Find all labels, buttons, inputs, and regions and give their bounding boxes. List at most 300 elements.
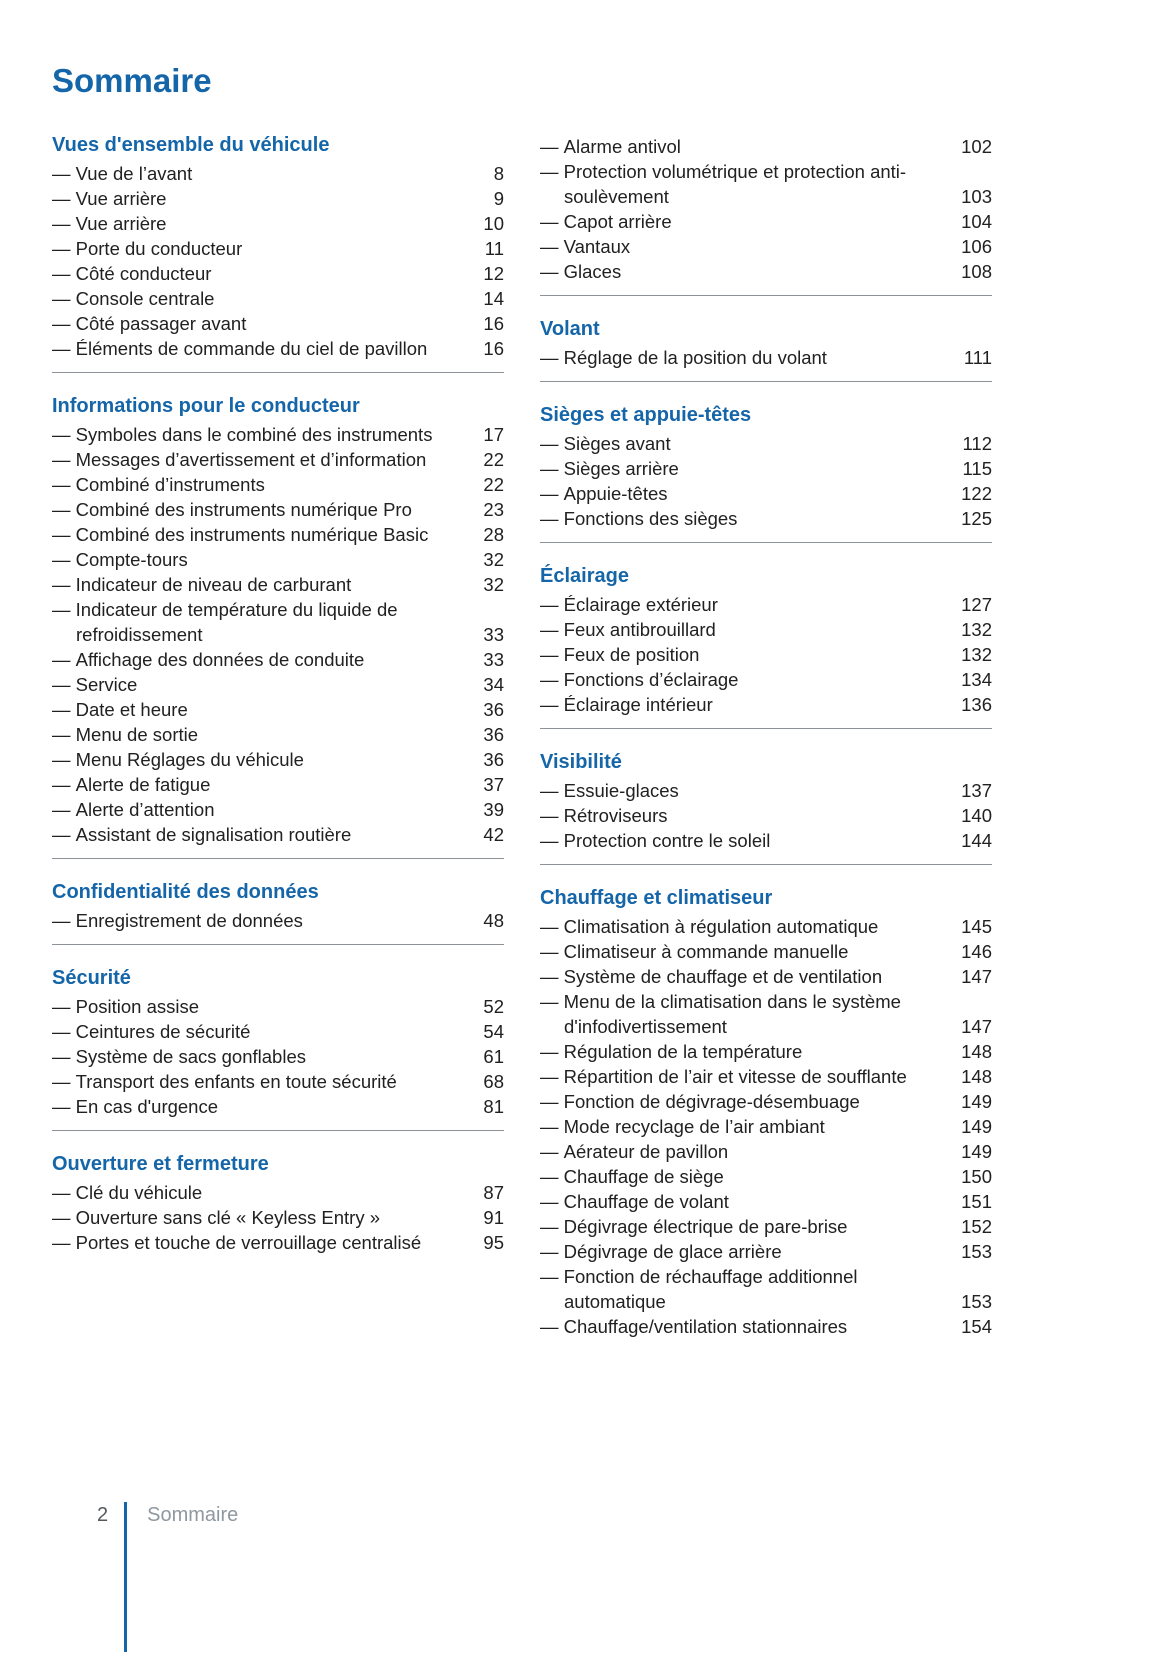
toc-entry-page: 132 bbox=[961, 619, 992, 640]
toc-entry-text: Porte du conducteur bbox=[75, 238, 243, 259]
toc-section bbox=[52, 881, 504, 945]
toc-entry-dash: — bbox=[540, 136, 559, 157]
toc-entry-page: 9 bbox=[493, 188, 504, 209]
toc-entry-text: En cas d'urgence bbox=[75, 1096, 219, 1117]
toc-entry-label bbox=[52, 236, 504, 261]
toc-entry-label bbox=[540, 1214, 992, 1239]
toc-entry-label bbox=[52, 186, 504, 211]
footer-chapter-label: Sommaire bbox=[147, 1504, 239, 1526]
toc-entry bbox=[52, 1044, 504, 1069]
toc-entry-label bbox=[52, 522, 504, 547]
toc-entry-label bbox=[52, 547, 504, 572]
toc-entry-label bbox=[540, 506, 992, 531]
toc-entry-text: Capot arrière bbox=[563, 211, 672, 232]
toc-entry-text: Fonction de dégivrage-désembuage bbox=[563, 1091, 860, 1112]
toc-entry-page: 10 bbox=[483, 213, 504, 234]
toc-entry bbox=[52, 422, 504, 447]
toc-entry-dash: — bbox=[540, 261, 559, 282]
toc-entry-dash: — bbox=[540, 1066, 559, 1087]
section-heading: Visibilité bbox=[540, 751, 622, 773]
toc-entry-dash: — bbox=[540, 236, 559, 257]
toc-entry-dash: — bbox=[52, 674, 71, 695]
toc-entry bbox=[540, 964, 992, 989]
toc-entry-page: 132 bbox=[961, 644, 992, 665]
toc-entry bbox=[52, 447, 504, 472]
toc-entry-page: 127 bbox=[961, 594, 992, 615]
toc-entry bbox=[52, 994, 504, 1019]
toc-entry-page: 147 bbox=[961, 1016, 992, 1037]
toc-entry-text: Éclairage intérieur bbox=[563, 694, 713, 715]
toc-entry-label bbox=[52, 447, 504, 472]
toc-entry-label bbox=[540, 134, 992, 159]
toc-entry-page: 17 bbox=[483, 424, 504, 445]
toc-entry bbox=[52, 522, 504, 547]
toc-entry-label bbox=[52, 497, 504, 522]
toc-entry-text: Vue arrière bbox=[75, 213, 167, 234]
toc-entry-text: Combiné des instruments numérique Pro bbox=[75, 499, 412, 520]
toc-entry-page: 112 bbox=[962, 433, 992, 454]
toc-entry-label bbox=[540, 209, 992, 234]
toc-entry-page: 152 bbox=[961, 1216, 992, 1237]
toc-entry-dash: — bbox=[52, 424, 71, 445]
toc-entry-dash: — bbox=[52, 574, 71, 595]
toc-entry bbox=[540, 1139, 992, 1164]
toc-entry-text: Portes et touche de verrouillage centralisé bbox=[75, 1232, 422, 1253]
toc-entry-dash: — bbox=[52, 824, 71, 845]
section-heading: Informations pour le conducteur bbox=[52, 395, 360, 417]
toc-entry-text: Alerte de fatigue bbox=[75, 774, 211, 795]
toc-entry-text: Régulation de la température bbox=[563, 1041, 803, 1062]
toc-entry bbox=[540, 1214, 992, 1239]
toc-entry-label bbox=[540, 803, 992, 828]
toc-entry-label bbox=[540, 456, 992, 481]
toc-entry-text: Système de sacs gonflables bbox=[75, 1046, 306, 1067]
toc-entry-dash: — bbox=[52, 699, 71, 720]
toc-entry-label bbox=[52, 422, 504, 447]
toc-entry-label bbox=[52, 994, 504, 1019]
toc-entry bbox=[52, 497, 504, 522]
toc-entry-label bbox=[540, 1264, 992, 1314]
toc-entry-page: 32 bbox=[483, 549, 504, 570]
toc-entry-page: 54 bbox=[483, 1021, 504, 1042]
toc-entry-label bbox=[540, 1139, 992, 1164]
toc-entry-text: Fonction de réchauffage additionnel automatique bbox=[563, 1266, 858, 1312]
toc-entry bbox=[52, 722, 504, 747]
toc-entry-page: 103 bbox=[961, 186, 992, 207]
toc-entry-dash: — bbox=[52, 724, 71, 745]
toc-entry-dash: — bbox=[540, 433, 559, 454]
toc-entry-label bbox=[540, 828, 992, 853]
toc-entry-dash: — bbox=[540, 805, 559, 826]
toc-entry-text: Vantaux bbox=[563, 236, 631, 257]
toc-entry bbox=[540, 159, 992, 209]
toc-entry-dash: — bbox=[52, 524, 71, 545]
toc-entry-dash: — bbox=[540, 941, 559, 962]
toc-entry-dash: — bbox=[52, 188, 71, 209]
toc-entry-dash: — bbox=[540, 508, 559, 529]
toc-entry-text: Feux antibrouillard bbox=[563, 619, 716, 640]
toc-entry bbox=[52, 1094, 504, 1119]
toc-entry bbox=[52, 547, 504, 572]
toc-entry-text: Transport des enfants en toute sécurité bbox=[75, 1071, 397, 1092]
toc-entry-label bbox=[540, 989, 992, 1039]
toc-entry-dash: — bbox=[540, 916, 559, 937]
section-heading: Confidentialité des données bbox=[52, 881, 319, 903]
toc-entry-page: 106 bbox=[961, 236, 992, 257]
toc-entry-label bbox=[540, 592, 992, 617]
toc-entry-dash: — bbox=[52, 499, 71, 520]
toc-entry bbox=[52, 647, 504, 672]
toc-entry-text: Glaces bbox=[563, 261, 622, 282]
toc-entry bbox=[52, 311, 504, 336]
toc-entry bbox=[52, 747, 504, 772]
toc-entry-page: 36 bbox=[483, 749, 504, 770]
toc-entry-text: Sièges avant bbox=[563, 433, 671, 454]
toc-entry-label bbox=[52, 1019, 504, 1044]
toc-entry bbox=[540, 989, 992, 1039]
toc-entry-dash: — bbox=[540, 780, 559, 801]
toc-entry-dash: — bbox=[52, 599, 71, 620]
toc-entry bbox=[52, 672, 504, 697]
toc-entry-page: 150 bbox=[961, 1166, 992, 1187]
toc-entry bbox=[540, 667, 992, 692]
toc-entry-label bbox=[540, 939, 992, 964]
toc-entry-label bbox=[540, 1114, 992, 1139]
toc-entry-page: 68 bbox=[483, 1071, 504, 1092]
toc-entry bbox=[52, 286, 504, 311]
toc-entry-page: 12 bbox=[483, 263, 504, 284]
section-heading: Vues d'ensemble du véhicule bbox=[52, 134, 330, 156]
toc-entry-label bbox=[52, 722, 504, 747]
toc-entry bbox=[52, 261, 504, 286]
toc-entry-dash: — bbox=[540, 1091, 559, 1112]
toc-entry-text: Combiné des instruments numérique Basic bbox=[75, 524, 429, 545]
toc-entry-page: 23 bbox=[483, 499, 504, 520]
toc-entry-label bbox=[52, 311, 504, 336]
toc-entry-dash: — bbox=[540, 1141, 559, 1162]
toc-section bbox=[540, 565, 992, 729]
toc-entry bbox=[540, 1039, 992, 1064]
toc-entry-page: 148 bbox=[961, 1041, 992, 1062]
toc-section bbox=[540, 134, 992, 296]
toc-section bbox=[540, 404, 992, 543]
toc-section bbox=[52, 395, 504, 859]
toc-section bbox=[540, 318, 992, 382]
toc-entry-text: Menu de la climatisation dans le système d'infodivertissement bbox=[563, 991, 901, 1037]
toc-entry-label bbox=[540, 1064, 992, 1089]
toc-entry-dash: — bbox=[540, 991, 559, 1012]
toc-entry-dash: — bbox=[52, 749, 71, 770]
toc-entry-dash: — bbox=[52, 163, 71, 184]
toc-entry-dash: — bbox=[540, 830, 559, 851]
toc-entry bbox=[52, 472, 504, 497]
toc-entry-text: Chauffage/ventilation stationnaires bbox=[563, 1316, 848, 1337]
toc-entry-page: 102 bbox=[961, 136, 992, 157]
toc-entry-text: Fonctions des sièges bbox=[563, 508, 738, 529]
toc-entry bbox=[540, 209, 992, 234]
toc-entry-text: Feux de position bbox=[563, 644, 700, 665]
toc-entry-label bbox=[540, 259, 992, 284]
toc-entry bbox=[540, 692, 992, 717]
toc-entry bbox=[540, 828, 992, 853]
toc-entry-page: 22 bbox=[483, 474, 504, 495]
section-heading: Chauffage et climatiseur bbox=[540, 887, 773, 909]
toc-entry-dash: — bbox=[52, 1021, 71, 1042]
toc-entry-page: 87 bbox=[483, 1182, 504, 1203]
toc-entry bbox=[52, 236, 504, 261]
toc-entry-dash: — bbox=[52, 338, 71, 359]
toc-entry-dash: — bbox=[540, 694, 559, 715]
toc-entry-text: Alerte d’attention bbox=[75, 799, 215, 820]
toc-entry-text: Répartition de l’air et vitesse de soufflante bbox=[563, 1066, 907, 1087]
toc-entry-page: 91 bbox=[483, 1207, 504, 1228]
toc-entry-text: Dégivrage électrique de pare-brise bbox=[563, 1216, 848, 1237]
toc-entry-label bbox=[52, 161, 504, 186]
toc-entry-text: Date et heure bbox=[75, 699, 188, 720]
toc-entry-label bbox=[540, 234, 992, 259]
toc-entry-text: Affichage des données de conduite bbox=[75, 649, 365, 670]
toc-entry-dash: — bbox=[540, 1266, 559, 1287]
toc-entry-dash: — bbox=[52, 288, 71, 309]
toc-entry-page: 28 bbox=[483, 524, 504, 545]
toc-entry bbox=[540, 1264, 992, 1314]
toc-entry-text: Compte-tours bbox=[75, 549, 188, 570]
toc-entry-page: 145 bbox=[961, 916, 992, 937]
toc-entry bbox=[540, 431, 992, 456]
toc-entry-text: Indicateur de température du liquide de refroidissement bbox=[75, 599, 398, 645]
toc-entry-text: Mode recyclage de l’air ambiant bbox=[563, 1116, 825, 1137]
toc-entry-text: Dégivrage de glace arrière bbox=[563, 1241, 782, 1262]
toc-entry-text: Climatiseur à commande manuelle bbox=[563, 941, 849, 962]
toc-entry-page: 39 bbox=[483, 799, 504, 820]
toc-entry-page: 149 bbox=[961, 1091, 992, 1112]
section-heading: Éclairage bbox=[540, 565, 629, 587]
toc-entry-page: 36 bbox=[483, 724, 504, 745]
toc-entry bbox=[540, 1189, 992, 1214]
toc-entry-page: 33 bbox=[483, 649, 504, 670]
toc-entry bbox=[52, 336, 504, 361]
toc-entry-page: 115 bbox=[962, 458, 992, 479]
toc-entry-text: Appuie-têtes bbox=[563, 483, 668, 504]
toc-entry-label bbox=[540, 1239, 992, 1264]
toc-entry-label bbox=[52, 597, 504, 647]
toc-entry-page: 137 bbox=[961, 780, 992, 801]
toc-entry-page: 36 bbox=[483, 699, 504, 720]
toc-entry-dash: — bbox=[52, 474, 71, 495]
toc-entry-text: Console centrale bbox=[75, 288, 215, 309]
toc-entry-label bbox=[52, 261, 504, 286]
toc-entry bbox=[52, 908, 504, 933]
toc-entry-text: Assistant de signalisation routière bbox=[75, 824, 352, 845]
toc-entry-page: 146 bbox=[961, 941, 992, 962]
toc-entry-text: Service bbox=[75, 674, 138, 695]
toc-entry-page: 42 bbox=[483, 824, 504, 845]
toc-entry-text: Combiné d’instruments bbox=[75, 474, 265, 495]
toc-entry-dash: — bbox=[52, 1071, 71, 1092]
toc-entry-text: Vue arrière bbox=[75, 188, 167, 209]
toc-section bbox=[540, 751, 992, 865]
toc-entry-page: 134 bbox=[961, 669, 992, 690]
toc-entry-text: Essuie-glaces bbox=[563, 780, 679, 801]
toc-entry-label bbox=[52, 697, 504, 722]
toc-entry-label bbox=[540, 642, 992, 667]
toc-entry bbox=[540, 234, 992, 259]
toc-column bbox=[540, 134, 992, 1350]
page-footer bbox=[97, 1502, 238, 1652]
toc-entry-label bbox=[52, 772, 504, 797]
toc-entry-dash: — bbox=[52, 213, 71, 234]
toc-entry-dash: — bbox=[540, 669, 559, 690]
toc-entry-dash: — bbox=[540, 1166, 559, 1187]
toc-entry-label bbox=[52, 672, 504, 697]
toc-entry-text: Système de chauffage et de ventilation bbox=[563, 966, 883, 987]
toc-entry bbox=[52, 186, 504, 211]
toc-entry bbox=[540, 1314, 992, 1339]
toc-entry-page: 153 bbox=[961, 1241, 992, 1262]
toc-entry bbox=[540, 1064, 992, 1089]
toc-entry-dash: — bbox=[52, 263, 71, 284]
toc-entry-page: 140 bbox=[961, 805, 992, 826]
toc-entry-page: 16 bbox=[483, 338, 504, 359]
toc-entry-label bbox=[540, 481, 992, 506]
toc-entry-page: 16 bbox=[483, 313, 504, 334]
toc-entry-dash: — bbox=[52, 549, 71, 570]
toc-entry bbox=[52, 161, 504, 186]
toc-entry-label bbox=[52, 211, 504, 236]
toc-entry-text: Éléments de commande du ciel de pavillon bbox=[75, 338, 428, 359]
toc-entry-dash: — bbox=[540, 1191, 559, 1212]
toc-entry-dash: — bbox=[52, 799, 71, 820]
toc-content bbox=[52, 62, 992, 1350]
toc-entry-label bbox=[540, 667, 992, 692]
toc-entry-page: 151 bbox=[961, 1191, 992, 1212]
toc-entry-page: 14 bbox=[483, 288, 504, 309]
toc-entry-text: Éclairage extérieur bbox=[563, 594, 718, 615]
toc-entry-page: 149 bbox=[961, 1141, 992, 1162]
toc-entry-label bbox=[52, 797, 504, 822]
toc-entry bbox=[540, 506, 992, 531]
toc-entry-page: 111 bbox=[963, 347, 992, 368]
toc-entry-dash: — bbox=[540, 594, 559, 615]
toc-entry-text: Rétroviseurs bbox=[563, 805, 668, 826]
toc-entry-page: 147 bbox=[961, 966, 992, 987]
toc-entry-page: 81 bbox=[483, 1096, 504, 1117]
section-heading: Sécurité bbox=[52, 967, 131, 989]
toc-entry-dash: — bbox=[540, 966, 559, 987]
toc-entry bbox=[52, 1230, 504, 1255]
toc-entry-label bbox=[540, 345, 992, 370]
toc-entry-dash: — bbox=[540, 1316, 559, 1337]
toc-entry bbox=[540, 1164, 992, 1189]
toc-entry-text: Position assise bbox=[75, 996, 200, 1017]
toc-entry-page: 153 bbox=[961, 1291, 992, 1312]
toc-entry-page: 122 bbox=[961, 483, 992, 504]
toc-entry-label bbox=[52, 908, 504, 933]
toc-entry-dash: — bbox=[540, 458, 559, 479]
toc-entry bbox=[540, 1114, 992, 1139]
toc-entry-label bbox=[540, 778, 992, 803]
section-heading: Sièges et appuie-têtes bbox=[540, 404, 752, 426]
toc-entry-dash: — bbox=[52, 1207, 71, 1228]
toc-entry-label bbox=[540, 964, 992, 989]
toc-entry-label bbox=[540, 1164, 992, 1189]
toc-entry bbox=[540, 1089, 992, 1114]
toc-section bbox=[52, 967, 504, 1131]
toc-entry-label bbox=[52, 1094, 504, 1119]
toc-entry-label bbox=[540, 1039, 992, 1064]
section-heading: Volant bbox=[540, 318, 600, 340]
toc-entry bbox=[540, 259, 992, 284]
toc-entry bbox=[540, 456, 992, 481]
toc-entry-text: Ouverture sans clé « Keyless Entry » bbox=[75, 1207, 380, 1228]
footer-page-number: 2 bbox=[97, 1504, 109, 1526]
toc-entry-text: Clé du véhicule bbox=[75, 1182, 203, 1203]
toc-entry-label bbox=[52, 1205, 504, 1230]
toc-entry-label bbox=[52, 572, 504, 597]
toc-entry-page: 95 bbox=[483, 1232, 504, 1253]
toc-entry bbox=[52, 1180, 504, 1205]
toc-entry bbox=[540, 1239, 992, 1264]
toc-entry-page: 148 bbox=[961, 1066, 992, 1087]
toc-entry-text: Aérateur de pavillon bbox=[563, 1141, 729, 1162]
toc-entry bbox=[52, 697, 504, 722]
toc-entry-page: 34 bbox=[483, 674, 504, 695]
toc-entry-text: Climatisation à régulation automatique bbox=[563, 916, 879, 937]
toc-entry bbox=[540, 617, 992, 642]
toc-entry-page: 37 bbox=[483, 774, 504, 795]
toc-entry-text: Fonctions d’éclairage bbox=[563, 669, 739, 690]
toc-section bbox=[52, 134, 504, 373]
toc-entry-label bbox=[52, 286, 504, 311]
toc-entry-label bbox=[52, 647, 504, 672]
toc-entry-dash: — bbox=[52, 1182, 71, 1203]
toc-entry-label bbox=[540, 1314, 992, 1339]
toc-entry-text: Enregistrement de données bbox=[75, 910, 303, 931]
toc-entry-dash: — bbox=[540, 619, 559, 640]
toc-entry-page: 33 bbox=[483, 624, 504, 645]
toc-entry bbox=[52, 1019, 504, 1044]
toc-entry-text: Ceintures de sécurité bbox=[75, 1021, 251, 1042]
toc-entry-page: 11 bbox=[484, 238, 504, 259]
toc-entry-page: 108 bbox=[961, 261, 992, 282]
toc-entry-dash: — bbox=[52, 238, 71, 259]
toc-entry-text: Alarme antivol bbox=[563, 136, 681, 157]
toc-entry-page: 149 bbox=[961, 1116, 992, 1137]
toc-entry bbox=[540, 642, 992, 667]
toc-entry bbox=[540, 803, 992, 828]
toc-entry bbox=[540, 481, 992, 506]
toc-entry-text: Réglage de la position du volant bbox=[563, 347, 827, 368]
toc-entry-page: 52 bbox=[483, 996, 504, 1017]
toc-entry-dash: — bbox=[52, 1096, 71, 1117]
toc-section bbox=[540, 887, 992, 1350]
toc-entry-text: Menu de sortie bbox=[75, 724, 199, 745]
toc-entry-dash: — bbox=[52, 1046, 71, 1067]
page-title: Sommaire bbox=[52, 62, 212, 99]
toc-entry-text: Chauffage de volant bbox=[563, 1191, 729, 1212]
toc-entry-label bbox=[52, 1044, 504, 1069]
toc-entry-dash: — bbox=[540, 1116, 559, 1137]
footer-divider-bar bbox=[124, 1502, 127, 1652]
toc-column bbox=[52, 134, 504, 1350]
toc-entry-page: 22 bbox=[483, 449, 504, 470]
toc-entry-dash: — bbox=[540, 483, 559, 504]
toc-entry bbox=[540, 939, 992, 964]
toc-entry-label bbox=[52, 822, 504, 847]
toc-entry-dash: — bbox=[52, 774, 71, 795]
toc-entry-label bbox=[52, 1069, 504, 1094]
toc-entry-label bbox=[540, 617, 992, 642]
